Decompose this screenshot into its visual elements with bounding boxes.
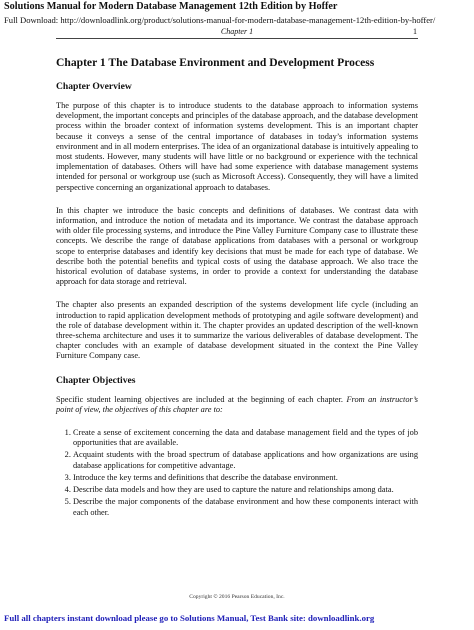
overview-heading: Chapter Overview	[56, 81, 132, 92]
banner-title: Solutions Manual for Modern Database Management 12th Edition by Hoffer	[4, 1, 338, 12]
header-rule	[56, 38, 418, 39]
page-body	[56, 56, 418, 520]
objectives-intro	[56, 395, 418, 415]
bottom-banner[interactable]: Full all chapters instant download please go to Solutions Manual, Test Bank site: downloadlink.org	[4, 613, 375, 623]
download-link[interactable]: http://downloadlink.org/product/solutions-manual-for-modern-database-management-12th-edition-by-hoffer/	[60, 15, 436, 25]
objectives-intro-italic: From an instructor’s point of view, the objectives of this chapter are to:	[56, 394, 419, 414]
overview-paragraph-1: The purpose of this chapter is to introduce students to the database approach to information systems development, the important concepts and principles of the database approach, and the database development process within the broader context of information systems development. This is an important chapter because it conveys a sense of the central importance of databases in today’s information systems environment and in all modern enterprises. The idea of an organizational database is intuitively appealing to most students. However, many students will have little or no background or experience with the technical implementation of databases. Others will have had some experience with database management systems intended for personal or workgroup use (such as Microsoft Access). Consequently, they will have a limited perspective concerning an organizational approach to databases.	[56, 101, 418, 192]
page-number: 1	[413, 27, 417, 36]
download-label: Full Download:	[4, 15, 59, 25]
running-title: Chapter 1	[220, 27, 254, 36]
objective-item: 5. Describe the major components of the database environment and how these components interact with each other.	[73, 497, 418, 517]
objectives-heading: Chapter Objectives	[56, 374, 136, 386]
objectives-list	[56, 428, 418, 518]
copyright-notice: Copyright © 2016 Pearson Education, Inc.	[189, 594, 285, 600]
chapter-title: Chapter 1 The Database Environment and Development Process	[56, 56, 375, 69]
objective-item: 2. Acquaint students with the broad spectrum of database applications and how organizations are using database applications for competitive advantage.	[73, 450, 418, 470]
objective-item: 3. Introduce the key terms and definitions that describe the database environment.	[73, 473, 418, 483]
overview-paragraph-3: The chapter also presents an expanded description of the systems development life cycle (including an introduction to rapid application development methods of prototyping and agile software development) and the role of database development within it. The chapter provides an updated description of the well-known three-schema architecture and uses it to summarize the various deliverables of database development. The chapter concludes with an example of database development situated in the context the Pine Valley Furniture Company case.	[56, 300, 418, 361]
objective-item: 4. Describe data models and how they are used to capture the nature and relationships among data.	[73, 485, 418, 495]
top-banner	[4, 1, 472, 26]
objectives-intro-text: Specific student learning objectives are included at the beginning of each chapter.	[56, 394, 347, 404]
objective-item: 1. Create a sense of excitement concerning the data and database management field and the types of job opportunities that are available.	[73, 428, 418, 448]
overview-paragraph-2: In this chapter we introduce the basic concepts and definitions of databases. We contrast data with information, and introduce the notion of metadata and its importance. We contrast the database approach with older file processing systems, and introduce the Pine Valley Furniture Company case to illustrate these concepts. We describe the range of database applications from databases with a personal or workgroup scope to enterprise databases and identify key decisions that must be made for each type of database. We describe both the potential benefits and typical costs of using the database approach. We also trace the historical evolution of database systems, in order to provide a context for understanding the database approach for data storage and retrieval.	[56, 205, 418, 287]
download-line	[4, 14, 472, 26]
